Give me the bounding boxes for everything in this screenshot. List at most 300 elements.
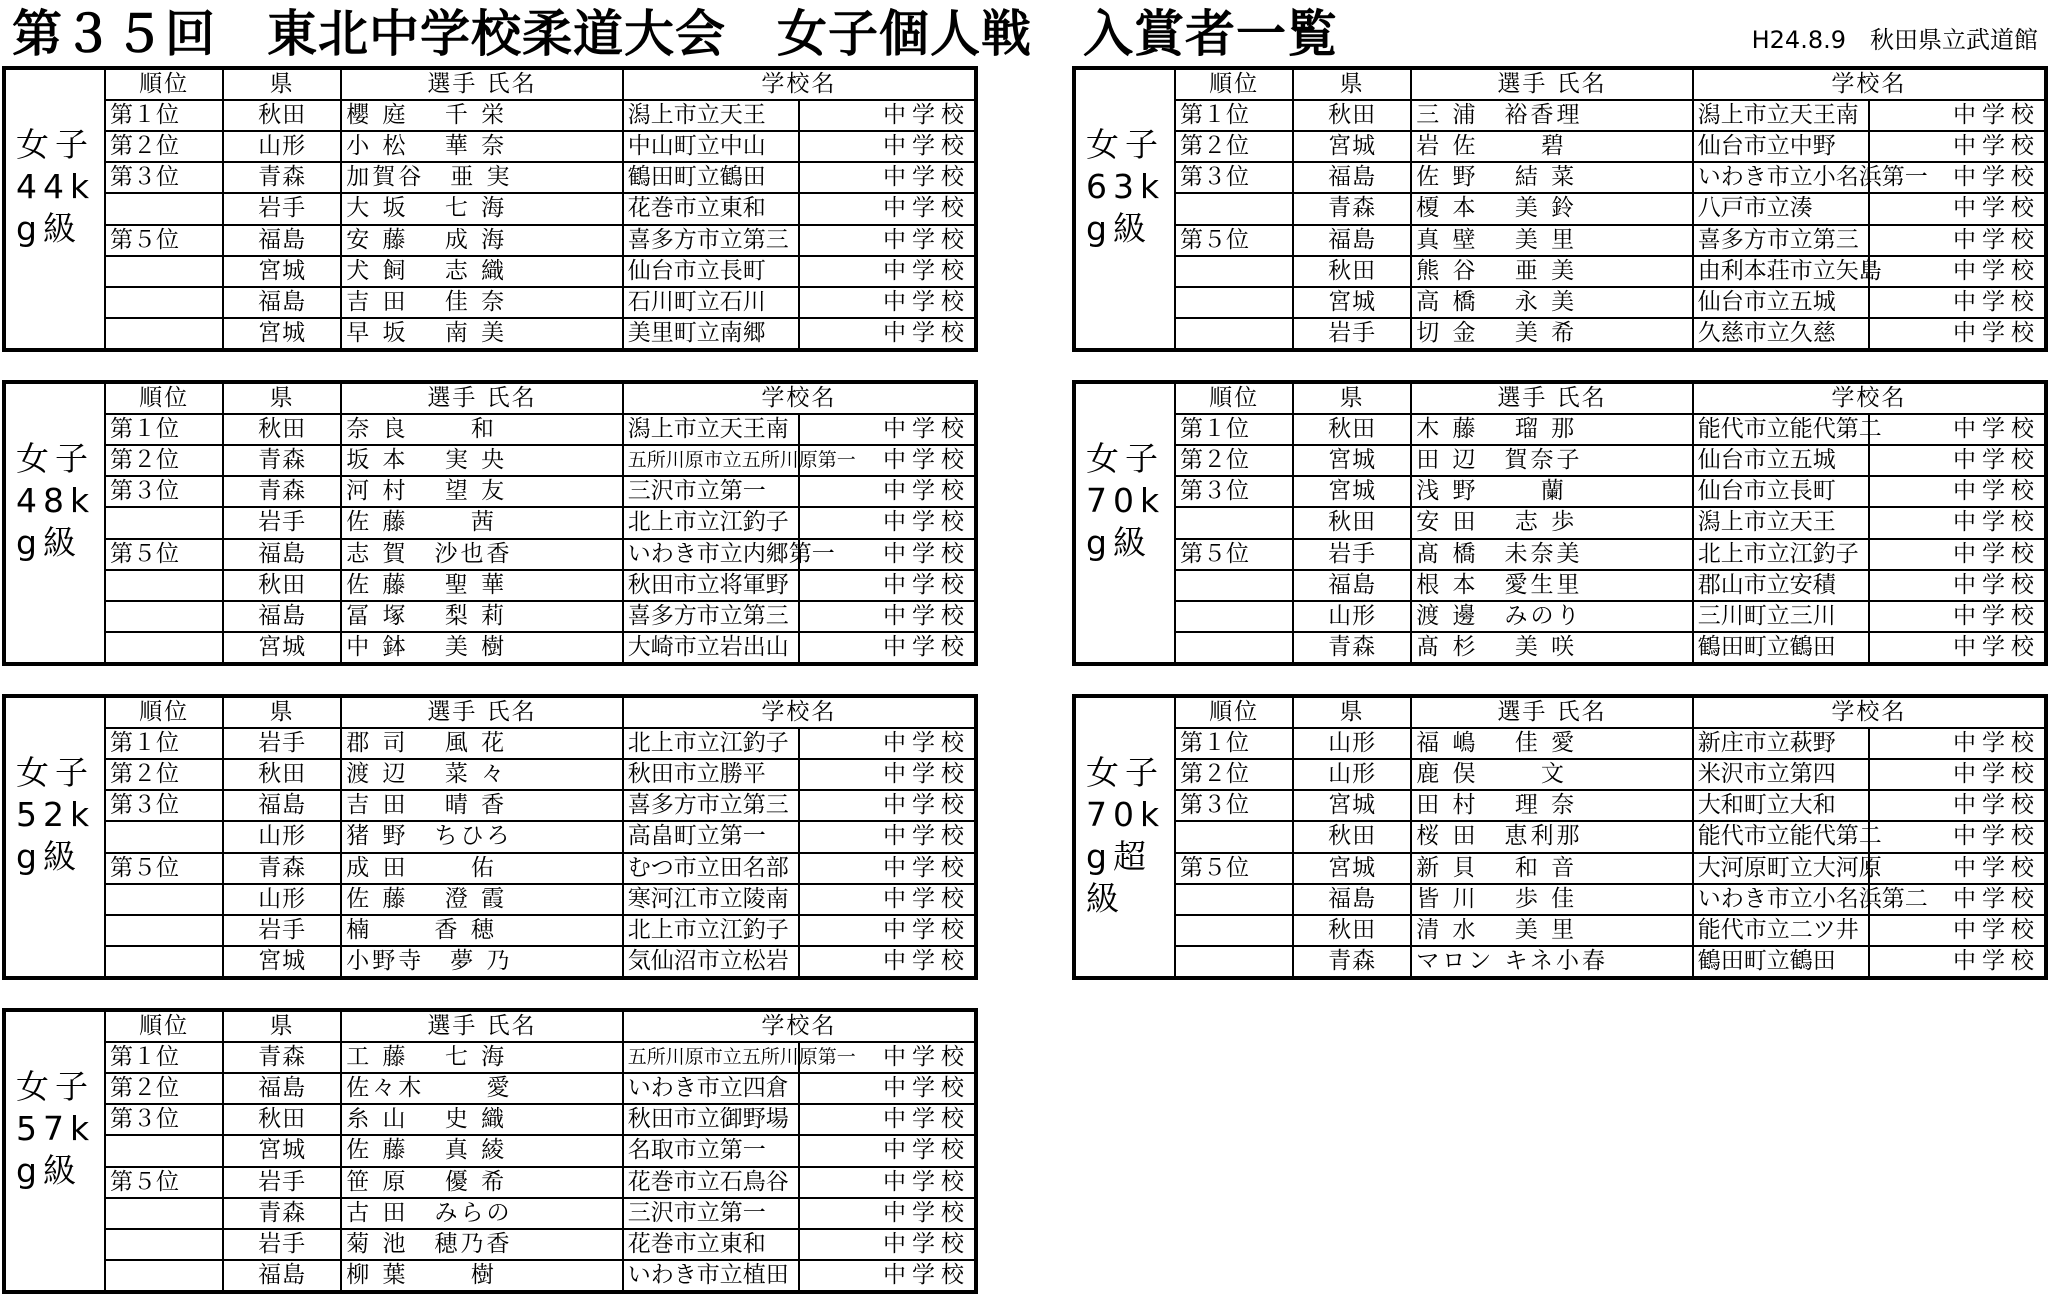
table-row [1074, 539, 2046, 570]
athlete-name-cell: 桜 田 恵利那 [1411, 821, 1693, 852]
prefecture-cell: 宮城 [223, 632, 341, 664]
prefecture-cell: 福島 [1293, 225, 1411, 256]
weight-class-cell [1074, 68, 1175, 350]
prefecture-cell: 福島 [223, 225, 341, 256]
school-name-cell: 花巻市立東和 [623, 1229, 800, 1260]
school-suffix-cell: 中学校 [799, 570, 976, 601]
prefecture-cell: 青森 [223, 445, 341, 476]
table-header-row [1074, 696, 2046, 728]
rank-cell: 第３位 [1175, 162, 1293, 193]
school-suffix-cell: 中学校 [799, 1229, 976, 1260]
athlete-name-cell: 工 藤 七 海 [341, 1042, 623, 1073]
athlete-name-cell: 糸 山 史 織 [341, 1104, 623, 1135]
school-name-cell: 潟上市立天王南 [623, 414, 800, 445]
table-row [1074, 414, 2046, 445]
rank-cell [1175, 884, 1293, 915]
school-name-cell: いわき市立小名浜第二 [1693, 884, 1870, 915]
table-row [4, 414, 976, 445]
rank-cell [1175, 632, 1293, 664]
rank-cell: 第５位 [105, 853, 223, 884]
athlete-name-cell: 笹 原 優 希 [341, 1167, 623, 1198]
prefecture-cell: 青森 [223, 476, 341, 507]
school-suffix-cell: 中学校 [1869, 287, 2046, 318]
athlete-name-cell: 河 村 望 友 [341, 476, 623, 507]
prefecture-cell: 山形 [1293, 759, 1411, 790]
col-header-rank: 順位 [105, 1010, 223, 1042]
athlete-name-cell: 三 浦 裕香理 [1411, 100, 1693, 131]
athlete-name-cell: 鹿 俣 文 [1411, 759, 1693, 790]
school-suffix-cell: 中学校 [1869, 131, 2046, 162]
table-row [1074, 445, 2046, 476]
weight-class-table [2, 380, 978, 666]
school-name-cell: 由利本荘市立矢島 [1693, 256, 1870, 287]
prefecture-cell: 秋田 [1293, 256, 1411, 287]
school-suffix-cell: 中学校 [799, 915, 976, 946]
table-row [1074, 821, 2046, 852]
weight-class-cell [1074, 382, 1175, 664]
school-name-cell: 新庄市立萩野 [1693, 728, 1870, 759]
prefecture-cell: 岩手 [223, 1229, 341, 1260]
school-suffix-cell: 中学校 [799, 539, 976, 570]
rank-cell [1175, 915, 1293, 946]
rank-cell: 第２位 [105, 759, 223, 790]
prefecture-cell: 岩手 [223, 193, 341, 224]
athlete-name-cell: 渡 辺 菜 々 [341, 759, 623, 790]
school-name-cell: 五所川原市立五所川原第一 [623, 1042, 800, 1073]
table-row [4, 1198, 976, 1229]
school-name-cell: 喜多方市立第三 [1693, 225, 1870, 256]
table-row [4, 256, 976, 287]
rank-cell [1175, 256, 1293, 287]
rank-cell: 第５位 [105, 1167, 223, 1198]
school-name-cell: 鶴田町立鶴田 [1693, 946, 1870, 978]
school-suffix-cell: 中学校 [1869, 225, 2046, 256]
athlete-name-cell: 福 嶋 佳 愛 [1411, 728, 1693, 759]
school-suffix-cell: 中学校 [1869, 539, 2046, 570]
school-suffix-cell: 中学校 [799, 414, 976, 445]
table-row [4, 570, 976, 601]
col-header-rank: 順位 [105, 696, 223, 728]
school-name-cell: 大崎市立岩出山 [623, 632, 800, 664]
school-name-cell: 高畠町立第一 [623, 821, 800, 852]
athlete-name-cell: 佐 藤 澄 霞 [341, 884, 623, 915]
school-name-cell: 三川町立三川 [1693, 601, 1870, 632]
athlete-name-cell: 櫻 庭 千 栄 [341, 100, 623, 131]
athlete-name-cell: 佐 藤 真 綾 [341, 1135, 623, 1166]
school-suffix-cell: 中学校 [799, 193, 976, 224]
athlete-name-cell: 佐 藤 茜 [341, 507, 623, 538]
school-name-cell: 郡山市立安積 [1693, 570, 1870, 601]
table-row [1074, 790, 2046, 821]
school-name-cell: 仙台市立長町 [1693, 476, 1870, 507]
school-name-cell: 久慈市立久慈 [1693, 318, 1870, 350]
weight-class-cell [1074, 696, 1175, 978]
col-header-name: 選手 氏名 [341, 382, 623, 414]
table-row [1074, 256, 2046, 287]
athlete-name-cell: 岩 佐 碧 [1411, 131, 1693, 162]
rank-cell: 第２位 [105, 1073, 223, 1104]
table-row [1074, 287, 2046, 318]
rank-cell [1175, 318, 1293, 350]
table-row [4, 539, 976, 570]
table-row [4, 225, 976, 256]
school-name-cell: 能代市立二ツ井 [1693, 915, 1870, 946]
results-table [2, 694, 978, 980]
prefecture-cell: 宮城 [1293, 790, 1411, 821]
school-suffix-cell: 中学校 [1869, 445, 2046, 476]
school-suffix-cell: 中学校 [1869, 100, 2046, 131]
col-header-pref: 県 [223, 1010, 341, 1042]
results-table [1072, 66, 2048, 352]
school-suffix-cell: 中学校 [799, 759, 976, 790]
athlete-name-cell: 中 鉢 美 樹 [341, 632, 623, 664]
table-row [4, 1135, 976, 1166]
table-row [4, 1260, 976, 1292]
weight-class-label: 女子70kg級 [1086, 439, 1166, 562]
table-row [4, 193, 976, 224]
school-suffix-cell: 中学校 [799, 946, 976, 978]
col-header-school: 学校名 [623, 696, 976, 728]
prefecture-cell: 宮城 [223, 946, 341, 978]
rank-cell: 第１位 [1175, 728, 1293, 759]
rank-cell [105, 821, 223, 852]
prefecture-cell: 福島 [1293, 162, 1411, 193]
results-table [1072, 694, 2048, 980]
school-suffix-cell: 中学校 [799, 100, 976, 131]
table-header-row [4, 382, 976, 414]
athlete-name-cell: 佐 野 結 菜 [1411, 162, 1693, 193]
weight-class-table [1072, 380, 2048, 666]
rank-cell [1175, 507, 1293, 538]
results-table [2, 66, 978, 352]
school-name-cell: 喜多方市立第三 [623, 790, 800, 821]
school-suffix-cell: 中学校 [799, 728, 976, 759]
school-name-cell: いわき市立内郷第一 [623, 539, 800, 570]
school-suffix-cell: 中学校 [1869, 162, 2046, 193]
school-suffix-cell: 中学校 [1869, 570, 2046, 601]
results-table [2, 1008, 978, 1294]
school-name-cell: 秋田市立勝平 [623, 759, 800, 790]
school-suffix-cell: 中学校 [1869, 601, 2046, 632]
rank-cell: 第２位 [1175, 759, 1293, 790]
school-name-cell: 名取市立第一 [623, 1135, 800, 1166]
table-row [4, 445, 976, 476]
col-header-pref: 県 [223, 382, 341, 414]
col-header-school: 学校名 [1693, 382, 2046, 414]
col-header-name: 選手 氏名 [341, 68, 623, 100]
col-header-name: 選手 氏名 [1411, 382, 1693, 414]
rank-cell: 第３位 [105, 162, 223, 193]
rank-cell: 第３位 [1175, 790, 1293, 821]
table-row [4, 601, 976, 632]
school-name-cell: 大和町立大和 [1693, 790, 1870, 821]
school-suffix-cell: 中学校 [799, 1104, 976, 1135]
prefecture-cell: 宮城 [1293, 131, 1411, 162]
athlete-name-cell: 真 壁 美 里 [1411, 225, 1693, 256]
athlete-name-cell: 新 貝 和 音 [1411, 853, 1693, 884]
school-suffix-cell: 中学校 [1869, 193, 2046, 224]
table-row [1074, 476, 2046, 507]
school-name-cell: 北上市立江釣子 [1693, 539, 1870, 570]
athlete-name-cell: 根 本 愛生里 [1411, 570, 1693, 601]
weight-class-table [1072, 66, 2048, 352]
athlete-name-cell: 楠 香 穂 [341, 915, 623, 946]
rank-cell: 第２位 [1175, 131, 1293, 162]
rank-cell: 第１位 [105, 414, 223, 445]
school-suffix-cell: 中学校 [799, 162, 976, 193]
school-suffix-cell: 中学校 [1869, 821, 2046, 852]
prefecture-cell: 福島 [1293, 570, 1411, 601]
prefecture-cell: 山形 [1293, 601, 1411, 632]
rank-cell: 第５位 [105, 225, 223, 256]
rank-cell [105, 287, 223, 318]
athlete-name-cell: 志 賀 沙也香 [341, 539, 623, 570]
rank-cell [105, 884, 223, 915]
rank-cell [105, 1198, 223, 1229]
table-row [4, 1229, 976, 1260]
school-name-cell: 美里町立南郷 [623, 318, 800, 350]
prefecture-cell: 秋田 [223, 1104, 341, 1135]
school-name-cell: いわき市立小名浜第一 [1693, 162, 1870, 193]
athlete-name-cell: 田 辺 賀奈子 [1411, 445, 1693, 476]
prefecture-cell: 岩手 [223, 728, 341, 759]
table-row [4, 946, 976, 978]
school-suffix-cell: 中学校 [799, 507, 976, 538]
event-venue: 秋田県立武道館 [1870, 26, 2038, 54]
school-suffix-cell: 中学校 [799, 1042, 976, 1073]
table-row [4, 1042, 976, 1073]
school-name-cell: 秋田市立将軍野 [623, 570, 800, 601]
school-suffix-cell: 中学校 [1869, 414, 2046, 445]
rank-cell [105, 507, 223, 538]
rank-cell: 第１位 [1175, 414, 1293, 445]
prefecture-cell: 宮城 [1293, 287, 1411, 318]
rank-cell [1175, 821, 1293, 852]
rank-cell [1175, 287, 1293, 318]
athlete-name-cell: 吉 田 晴 香 [341, 790, 623, 821]
prefecture-cell: 秋田 [1293, 100, 1411, 131]
rank-cell [105, 318, 223, 350]
col-header-school: 学校名 [1693, 696, 2046, 728]
school-suffix-cell: 中学校 [1869, 915, 2046, 946]
rank-cell [105, 256, 223, 287]
table-header-row [1074, 382, 2046, 414]
table-row [1074, 225, 2046, 256]
rank-cell [105, 915, 223, 946]
table-row [4, 507, 976, 538]
prefecture-cell: 秋田 [1293, 821, 1411, 852]
athlete-name-cell: 吉 田 佳 奈 [341, 287, 623, 318]
weight-class-label: 女子63kg級 [1086, 125, 1166, 248]
col-header-name: 選手 氏名 [341, 696, 623, 728]
event-date: H24.8.9 [1751, 26, 1846, 54]
athlete-name-cell: 浅 野 蘭 [1411, 476, 1693, 507]
rank-cell: 第５位 [1175, 853, 1293, 884]
athlete-name-cell: 成 田 佑 [341, 853, 623, 884]
rank-cell: 第３位 [105, 476, 223, 507]
table-row [4, 476, 976, 507]
school-name-cell: いわき市立四倉 [623, 1073, 800, 1104]
school-name-cell: むつ市立田名部 [623, 853, 800, 884]
prefecture-cell: 秋田 [1293, 507, 1411, 538]
weight-class-label: 女子48kg級 [16, 439, 96, 562]
athlete-name-cell: 小 松 華 奈 [341, 131, 623, 162]
rank-cell: 第５位 [1175, 539, 1293, 570]
school-suffix-cell: 中学校 [799, 1135, 976, 1166]
school-name-cell: 鶴田町立鶴田 [1693, 632, 1870, 664]
rank-cell: 第１位 [105, 100, 223, 131]
school-name-cell: 北上市立江釣子 [623, 728, 800, 759]
school-name-cell: 三沢市立第一 [623, 476, 800, 507]
table-row [1074, 100, 2046, 131]
col-header-rank: 順位 [105, 68, 223, 100]
prefecture-cell: 山形 [223, 131, 341, 162]
weight-class-table [2, 66, 978, 352]
school-name-cell: 花巻市立石鳥谷 [623, 1167, 800, 1198]
table-header-row [4, 68, 976, 100]
prefecture-cell: 青森 [223, 1042, 341, 1073]
prefecture-cell: 福島 [223, 601, 341, 632]
athlete-name-cell: 榎 本 美 鈴 [1411, 193, 1693, 224]
rank-cell [105, 601, 223, 632]
prefecture-cell: 青森 [1293, 632, 1411, 664]
rank-cell [105, 946, 223, 978]
col-header-rank: 順位 [1175, 68, 1293, 100]
table-row [4, 287, 976, 318]
col-header-pref: 県 [1293, 696, 1411, 728]
school-suffix-cell: 中学校 [799, 131, 976, 162]
athlete-name-cell: 渡 邊 みのり [1411, 601, 1693, 632]
school-name-cell: 潟上市立天王 [623, 100, 800, 131]
prefecture-cell: 山形 [1293, 728, 1411, 759]
table-row [1074, 915, 2046, 946]
rank-cell: 第１位 [105, 728, 223, 759]
school-suffix-cell: 中学校 [799, 445, 976, 476]
prefecture-cell: 岩手 [1293, 539, 1411, 570]
athlete-name-cell: 切 金 美 希 [1411, 318, 1693, 350]
prefecture-cell: 岩手 [223, 1167, 341, 1198]
athlete-name-cell: 冨 塚 梨 莉 [341, 601, 623, 632]
prefecture-cell: 岩手 [1293, 318, 1411, 350]
rank-cell [105, 1260, 223, 1292]
school-name-cell: 潟上市立天王 [1693, 507, 1870, 538]
school-suffix-cell: 中学校 [1869, 759, 2046, 790]
school-suffix-cell: 中学校 [1869, 853, 2046, 884]
school-suffix-cell: 中学校 [799, 287, 976, 318]
prefecture-cell: 青森 [223, 853, 341, 884]
prefecture-cell: 青森 [1293, 193, 1411, 224]
table-header-row [4, 696, 976, 728]
athlete-name-cell: 安 藤 成 海 [341, 225, 623, 256]
school-suffix-cell: 中学校 [1869, 632, 2046, 664]
rank-cell: 第２位 [105, 445, 223, 476]
athlete-name-cell: 古 田 みらの [341, 1198, 623, 1229]
school-suffix-cell: 中学校 [799, 632, 976, 664]
school-name-cell: 秋田市立御野場 [623, 1104, 800, 1135]
school-name-cell: 喜多方市立第三 [623, 225, 800, 256]
table-row [4, 162, 976, 193]
prefecture-cell: 宮城 [1293, 445, 1411, 476]
school-suffix-cell: 中学校 [1869, 476, 2046, 507]
weight-class-table [2, 1008, 978, 1294]
school-suffix-cell: 中学校 [1869, 318, 2046, 350]
athlete-name-cell: 皆 川 歩 佳 [1411, 884, 1693, 915]
school-suffix-cell: 中学校 [1869, 728, 2046, 759]
rank-cell: 第５位 [105, 539, 223, 570]
athlete-name-cell: 安 田 志 歩 [1411, 507, 1693, 538]
prefecture-cell: 岩手 [223, 507, 341, 538]
weight-class-cell [4, 1010, 105, 1292]
prefecture-cell: 秋田 [223, 414, 341, 445]
col-header-school: 学校名 [623, 382, 976, 414]
prefecture-cell: 宮城 [1293, 476, 1411, 507]
athlete-name-cell: 木 藤 瑠 那 [1411, 414, 1693, 445]
prefecture-cell: 福島 [223, 287, 341, 318]
weight-class-label: 女子52kg級 [16, 753, 96, 876]
school-name-cell: 仙台市立五城 [1693, 445, 1870, 476]
school-name-cell: 三沢市立第一 [623, 1198, 800, 1229]
table-row [1074, 728, 2046, 759]
col-header-school: 学校名 [623, 68, 976, 100]
athlete-name-cell: 坂 本 実 央 [341, 445, 623, 476]
school-name-cell: いわき市立植田 [623, 1260, 800, 1292]
athlete-name-cell: 猪 野 ちひろ [341, 821, 623, 852]
school-name-cell: 八戸市立湊 [1693, 193, 1870, 224]
prefecture-cell: 宮城 [223, 1135, 341, 1166]
prefecture-cell: 青森 [223, 162, 341, 193]
col-header-school: 学校名 [1693, 68, 2046, 100]
col-header-pref: 県 [1293, 68, 1411, 100]
athlete-name-cell: 犬 飼 志 織 [341, 256, 623, 287]
school-name-cell: 米沢市立第四 [1693, 759, 1870, 790]
school-name-cell: 仙台市立五城 [1693, 287, 1870, 318]
table-row [4, 759, 976, 790]
weight-class-cell [4, 382, 105, 664]
weight-class-table [1072, 694, 2048, 980]
prefecture-cell: 秋田 [223, 100, 341, 131]
prefecture-cell: 青森 [223, 1198, 341, 1229]
event-info [1752, 24, 2038, 56]
col-header-name: 選手 氏名 [1411, 696, 1693, 728]
weight-class-label: 女子70kg超級 [1086, 753, 1166, 918]
rank-cell [1175, 570, 1293, 601]
col-header-pref: 県 [223, 696, 341, 728]
table-row [1074, 632, 2046, 664]
athlete-name-cell: 奈 良 和 [341, 414, 623, 445]
athlete-name-cell: 田 村 理 奈 [1411, 790, 1693, 821]
table-row [1074, 884, 2046, 915]
col-header-rank: 順位 [1175, 696, 1293, 728]
school-suffix-cell: 中学校 [1869, 946, 2046, 978]
prefecture-cell: 秋田 [223, 759, 341, 790]
rank-cell: 第２位 [105, 131, 223, 162]
col-header-rank: 順位 [1175, 382, 1293, 414]
athlete-name-cell: 郡 司 風 花 [341, 728, 623, 759]
school-name-cell: 鶴田町立鶴田 [623, 162, 800, 193]
school-suffix-cell: 中学校 [799, 225, 976, 256]
col-header-name: 選手 氏名 [341, 1010, 623, 1042]
prefecture-cell: 福島 [223, 1260, 341, 1292]
prefecture-cell: 岩手 [223, 915, 341, 946]
table-row [1074, 131, 2046, 162]
school-suffix-cell: 中学校 [799, 318, 976, 350]
table-header-row [4, 1010, 976, 1042]
table-row [4, 884, 976, 915]
table-row [4, 915, 976, 946]
athlete-name-cell: 佐 藤 聖 華 [341, 570, 623, 601]
school-suffix-cell: 中学校 [1869, 790, 2046, 821]
athlete-name-cell: 髙 杉 美 咲 [1411, 632, 1693, 664]
